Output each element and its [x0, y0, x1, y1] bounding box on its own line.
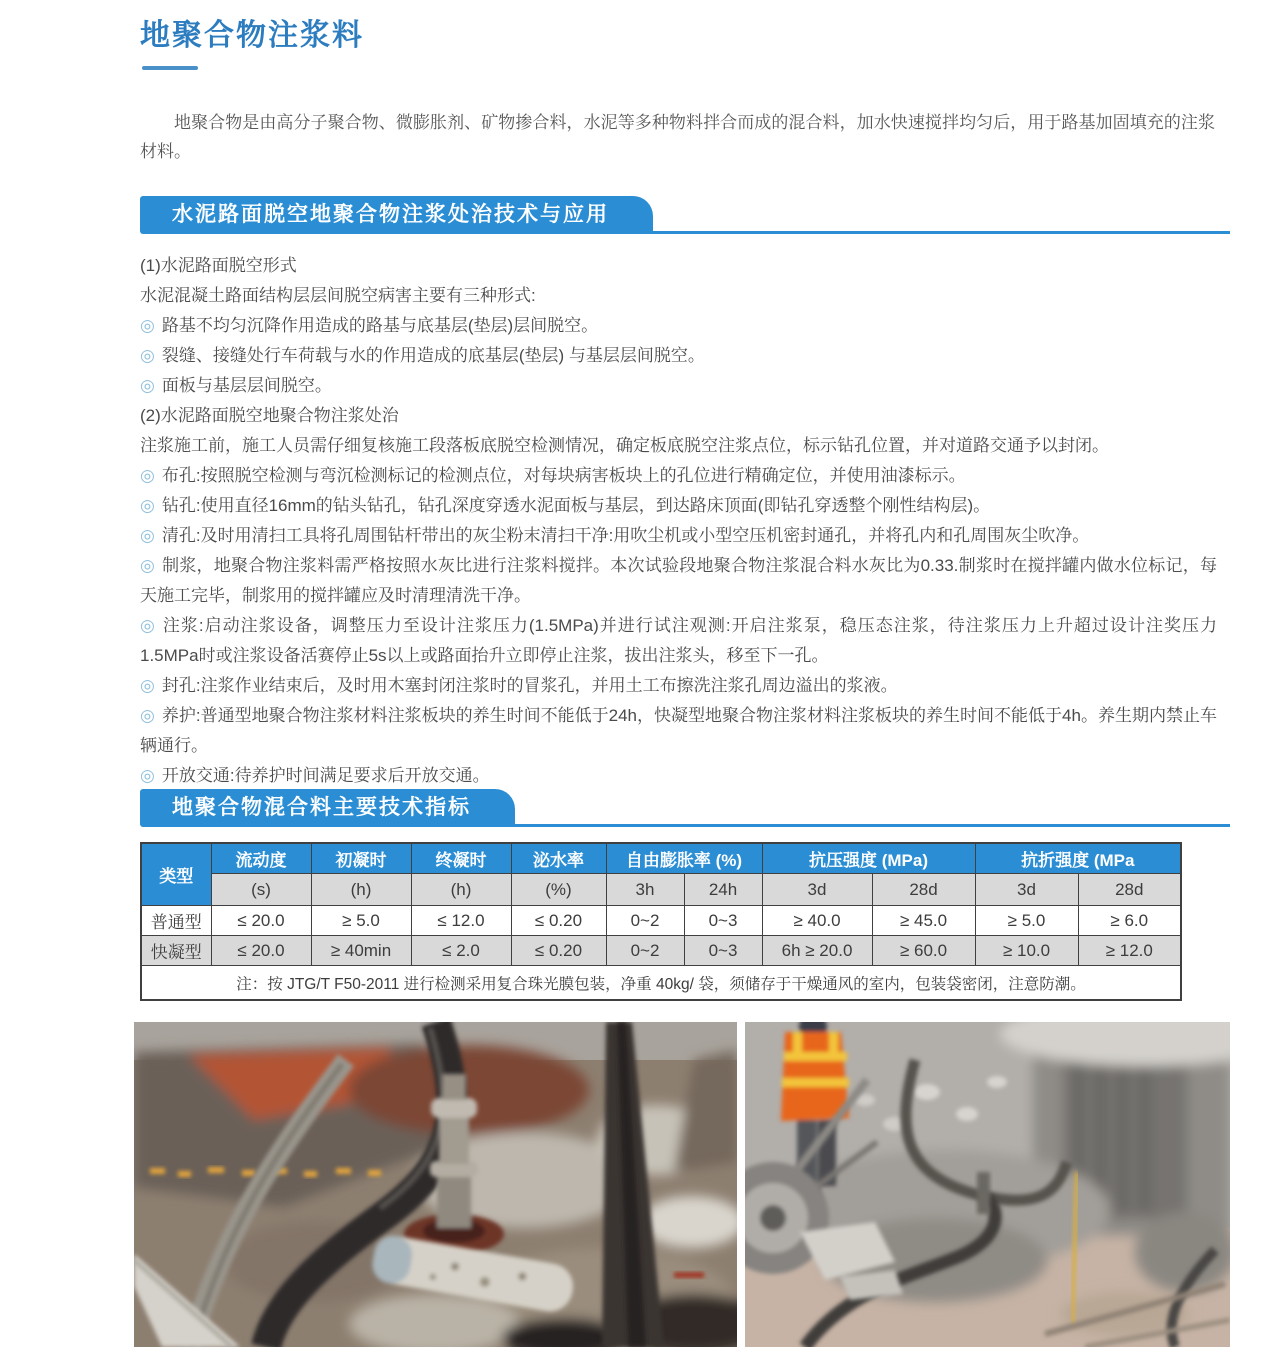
- intro-paragraph: 地聚合物是由高分子聚合物、微膨胀剂、矿物掺合料，水泥等多种物料拌合而成的混合料，加水快速搅拌均匀后，用于路基加固填充的注浆材料。: [140, 113, 1215, 161]
- list-line-text: 清孔:及时用清扫工具将孔周围钻杆带出的灰尘粉末清扫干净:用吹尘机或小型空压机密封通孔，并将孔内和孔周围灰尘吹净。: [161, 526, 1090, 545]
- ring-bullet-icon: ◎: [140, 676, 155, 695]
- value-cell: ≥ 10.0: [975, 936, 1078, 966]
- title-underline-divider: [142, 66, 198, 70]
- table-header-row-1: [141, 843, 1181, 874]
- header-unit-cell: 28d: [1078, 874, 1181, 906]
- list-line-text: 制浆，地聚合物注浆料需严格按照水灰比进行注浆料搅拌。本次试验段地聚合物注浆混合料水灰比为0.33.制浆时在搅拌罐内做水位标记，每天施工完毕，制浆用的搅拌罐应及时清理清洗干净。: [140, 556, 1217, 605]
- header-cell-fluidity: 流动度: [211, 843, 311, 874]
- value-cell: ≤ 12.0: [411, 906, 511, 936]
- list-line: [140, 341, 1217, 371]
- list-line-text: 注浆:启动注浆设备，调整压力至设计注浆压力(1.5MPa)并进行试注观测:开启注浆泵，稳压态注浆，待注浆压力上升超过设计注奖压力1.5MPa时或注浆设备活赛停止5s以上或路面抬升立即停止注浆，拔出注浆头，移至下一孔。: [140, 616, 1217, 665]
- section2-heading: 地聚合物混合料主要技术指标: [140, 789, 515, 827]
- list-line: [140, 431, 1217, 461]
- header-cell-compressive: 抗压强度 (MPa): [762, 843, 975, 874]
- ring-bullet-icon: ◎: [140, 526, 155, 545]
- header-cell-bleeding: 泌水率: [511, 843, 606, 874]
- list-line: [140, 611, 1217, 671]
- header-unit-cell: 24h: [684, 874, 762, 906]
- value-cell: ≤ 0.20: [511, 936, 606, 966]
- header-unit-cell: (%): [511, 874, 606, 906]
- list-line-text: 封孔:注浆作业结束后，及时用木塞封闭注浆时的冒浆孔，并用土工布擦洗注浆孔周边溢出的浆液。: [161, 676, 898, 695]
- list-line-text: (1)水泥路面脱空形式: [140, 256, 297, 275]
- row-type-cell: 快凝型: [141, 936, 211, 966]
- header-cell-flexural: 抗折强度 (MPa: [975, 843, 1181, 874]
- header-unit-cell: (h): [311, 874, 411, 906]
- header-cell-final-set: 终凝时: [411, 843, 511, 874]
- value-cell: ≥ 5.0: [975, 906, 1078, 936]
- value-cell: ≥ 60.0: [872, 936, 975, 966]
- value-cell: ≥ 45.0: [872, 906, 975, 936]
- value-cell: 6h ≥ 20.0: [762, 936, 872, 966]
- list-line: [140, 401, 1217, 431]
- value-cell: ≤ 2.0: [411, 936, 511, 966]
- list-line-text: 路基不均匀沉降作用造成的路基与底基层(垫层)层间脱空。: [161, 316, 599, 335]
- header-cell-type: 类型: [141, 843, 211, 906]
- row-type-cell: 普通型: [141, 906, 211, 936]
- ring-bullet-icon: ◎: [140, 376, 155, 395]
- spec-table: [140, 842, 1182, 1001]
- value-cell: ≥ 40.0: [762, 906, 872, 936]
- photo-pavement-grouting-hole-image: [134, 1022, 737, 1347]
- ring-bullet-icon: ◎: [140, 496, 155, 515]
- header-unit-cell: 28d: [872, 874, 975, 906]
- ring-bullet-icon: ◎: [140, 706, 155, 725]
- list-line: [140, 491, 1217, 521]
- ring-bullet-icon: ◎: [140, 346, 155, 365]
- list-line-text: 注浆施工前，施工人员需仔细复核施工段落板底脱空检测情况，确定板底脱空注浆点位，标示钻孔位置，并对道路交通予以封闭。: [140, 436, 1109, 455]
- list-line: [140, 701, 1217, 761]
- list-line-text: 养护:普通型地聚合物注浆材料注浆板块的养生时间不能低于24h，快凝型地聚合物注浆材料注浆板块的养生时间不能低于4h。养生期内禁止车辆通行。: [140, 706, 1217, 755]
- section1-content-list: [140, 251, 1217, 791]
- value-cell: ≤ 20.0: [211, 936, 311, 966]
- table-row-quickset-type: [141, 936, 1181, 966]
- list-line: [140, 671, 1217, 701]
- ring-bullet-icon: ◎: [140, 316, 155, 335]
- value-cell: ≥ 5.0: [311, 906, 411, 936]
- list-line-text: 水泥混凝土路面结构层层间脱空病害主要有三种形式:: [140, 286, 536, 305]
- list-line-text: 面板与基层层间脱空。: [161, 376, 332, 395]
- ring-bullet-icon: ◎: [140, 466, 155, 485]
- ring-bullet-icon: ◎: [140, 766, 155, 785]
- list-line-text: 布孔:按照脱空检测与弯沉检测标记的检测点位，对每块病害板块上的孔位进行精确定位，并使用油漆标示。: [161, 466, 966, 485]
- header-unit-cell: (s): [211, 874, 311, 906]
- header-cell-expansion: 自由膨胀率 (%): [606, 843, 762, 874]
- value-cell: 0~2: [606, 906, 684, 936]
- header-unit-cell: 3d: [975, 874, 1078, 906]
- list-line: [140, 371, 1217, 401]
- list-line: [140, 551, 1217, 611]
- table-note: 注：按 JTG/T F50-2011 进行检测采用复合珠光膜包装，净重 40kg/ 袋，须储存于干燥通风的室内，包装袋密闭，注意防潮。: [141, 966, 1181, 1001]
- list-line: [140, 311, 1217, 341]
- value-cell: 0~3: [684, 906, 762, 936]
- list-line: [140, 251, 1217, 281]
- header-unit-cell: 3d: [762, 874, 872, 906]
- header-unit-cell: 3h: [606, 874, 684, 906]
- section1-banner-row: [140, 196, 1230, 234]
- list-line: [140, 281, 1217, 311]
- list-line-text: (2)水泥路面脱空地聚合物注浆处治: [140, 406, 399, 425]
- value-cell: ≤ 20.0: [211, 906, 311, 936]
- value-cell: ≥ 6.0: [1078, 906, 1181, 936]
- table-row-normal-type: [141, 906, 1181, 936]
- value-cell: ≥ 40min: [311, 936, 411, 966]
- list-line-text: 开放交通:待养护时间满足要求后开放交通。: [161, 766, 490, 785]
- value-cell: 0~3: [684, 936, 762, 966]
- list-line: [140, 761, 1217, 791]
- list-line-text: 裂缝、接缝处行车荷载与水的作用造成的底基层(垫层) 与基层层间脱空。: [161, 346, 705, 365]
- list-line-text: 钻孔:使用直径16mm的钻头钻孔，钻孔深度穿透水泥面板与基层，到达路床顶面(即钻孔穿透整个刚性结构层)。: [161, 496, 991, 515]
- list-line: [140, 521, 1217, 551]
- table-header-row-2: [141, 874, 1181, 906]
- ring-bullet-icon: ◎: [140, 556, 156, 575]
- banner-extension-line: [515, 824, 1230, 827]
- photo-grouting-operation-image: [745, 1022, 1230, 1347]
- table-note-row: [141, 966, 1181, 1001]
- page-title: 地聚合物注浆料: [140, 19, 364, 52]
- section2-banner-row: [140, 789, 1230, 827]
- ring-bullet-icon: ◎: [140, 616, 156, 635]
- value-cell: 0~2: [606, 936, 684, 966]
- value-cell: ≤ 0.20: [511, 906, 606, 936]
- list-line: [140, 461, 1217, 491]
- value-cell: ≥ 12.0: [1078, 936, 1181, 966]
- photo-pavement-grouting-hole: [134, 1022, 737, 1347]
- section1-heading: 水泥路面脱空地聚合物注浆处治技术与应用: [140, 196, 653, 234]
- banner-extension-line: [653, 231, 1230, 234]
- header-cell-initial-set: 初凝时: [311, 843, 411, 874]
- header-unit-cell: (h): [411, 874, 511, 906]
- photo-grouting-operation: [745, 1022, 1230, 1347]
